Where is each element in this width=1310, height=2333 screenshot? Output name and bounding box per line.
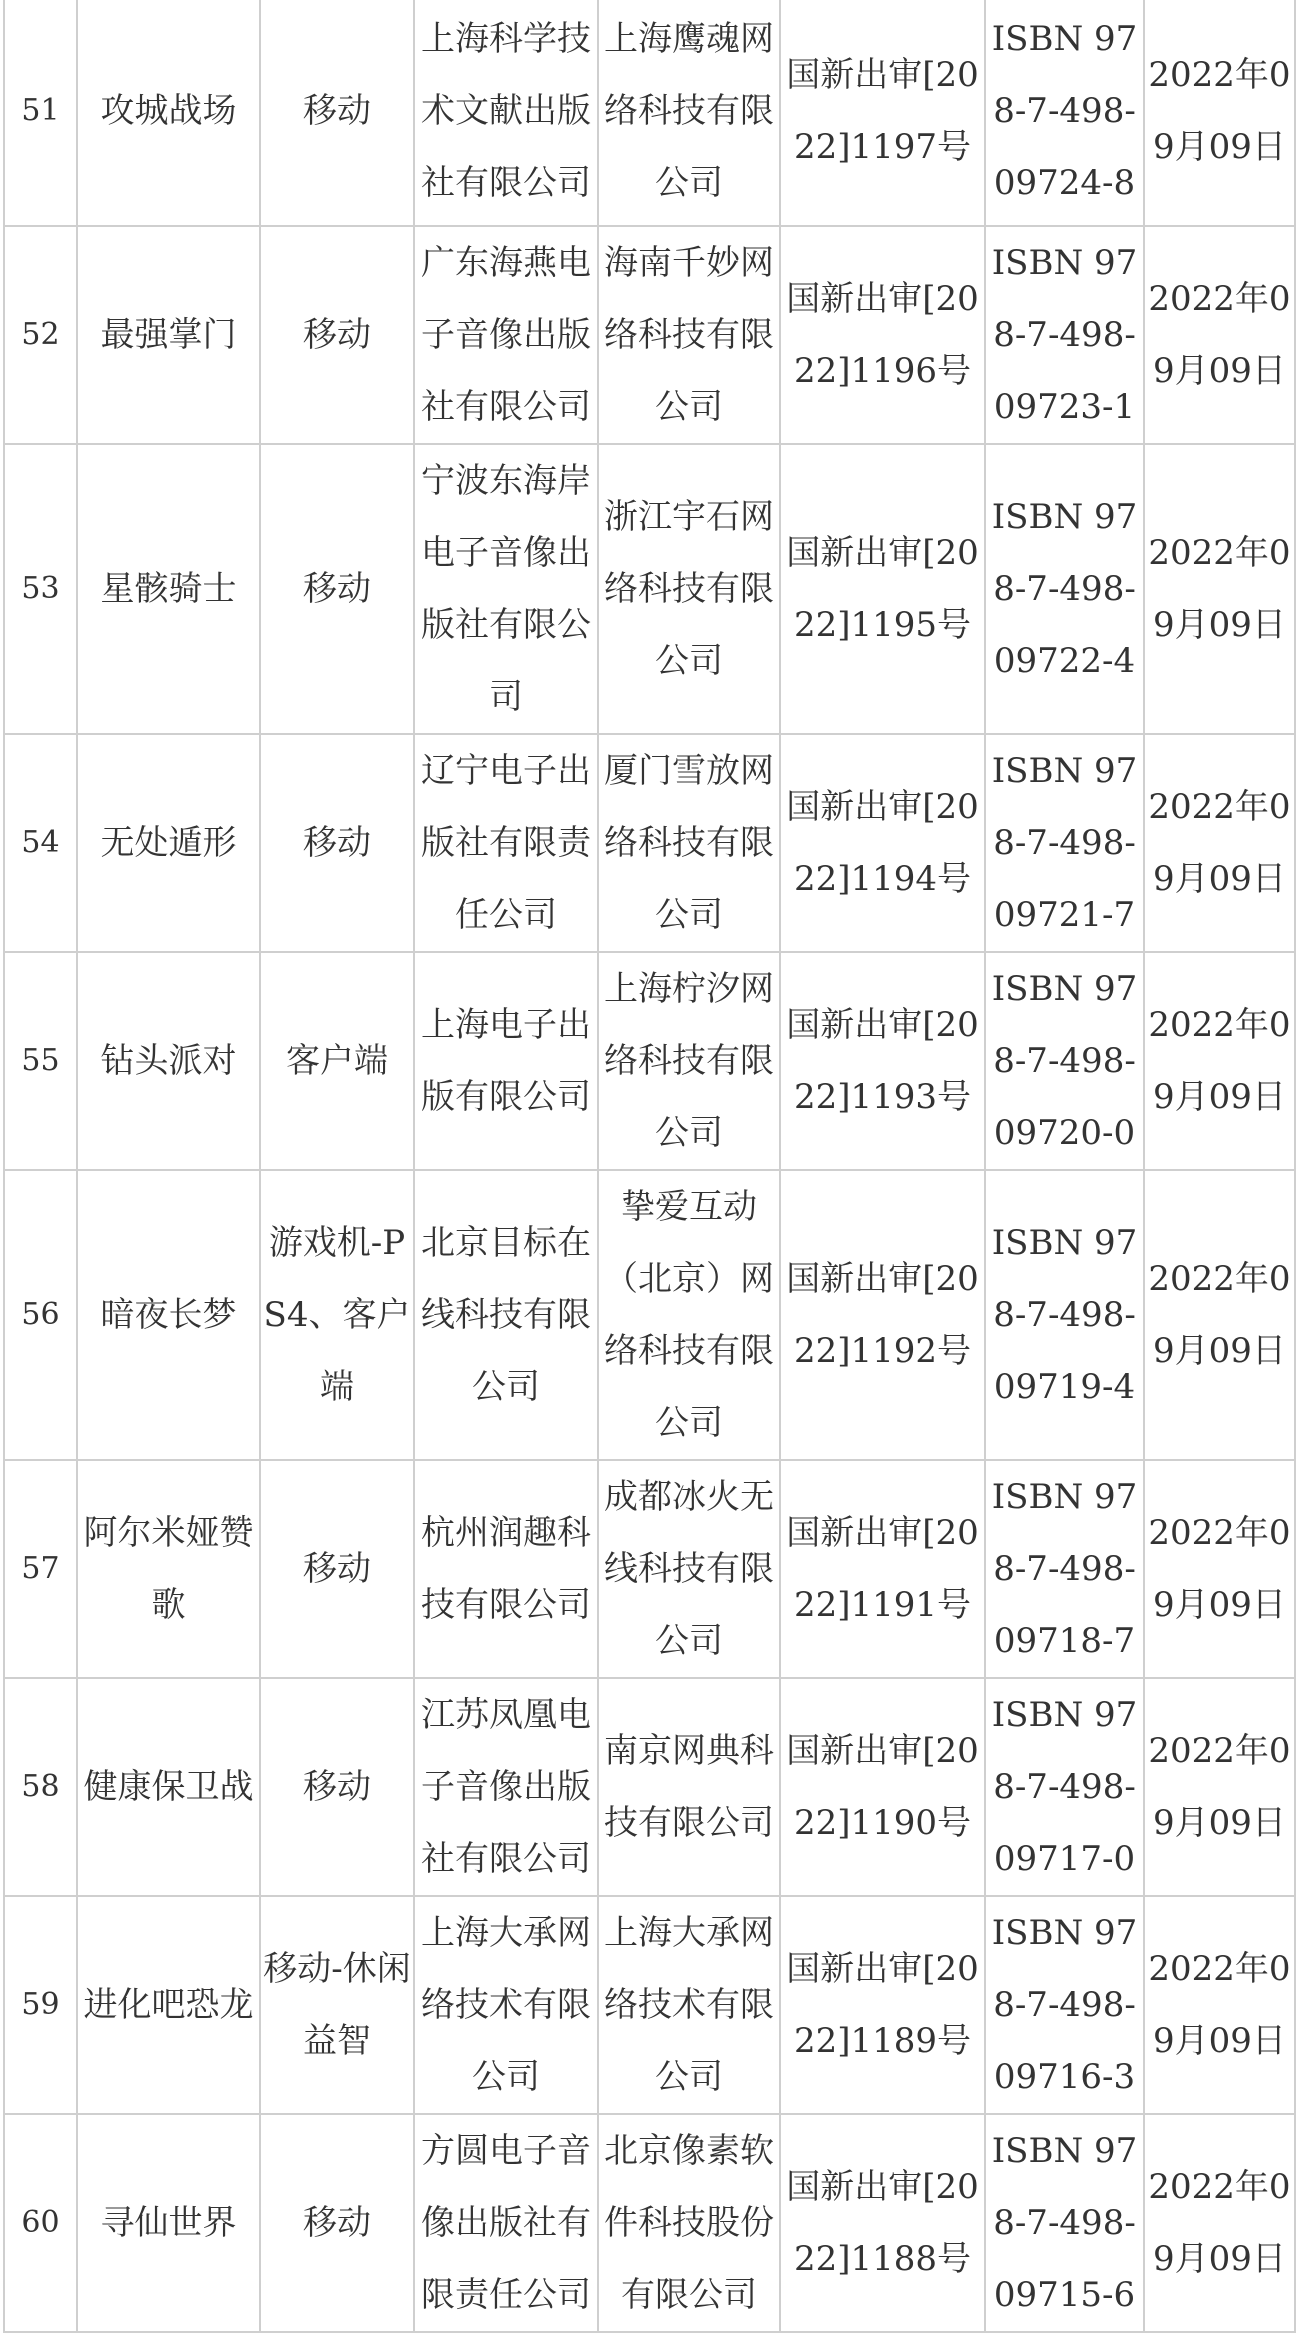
publisher: 上海电子出版有限公司 [414, 952, 598, 1170]
table-row [4, 226, 1295, 444]
isbn: ISBN 978-7-498-09717-0 [985, 1678, 1144, 1896]
game-type: 客户端 [260, 952, 414, 1170]
table-row [4, 1170, 1295, 1460]
table-row [4, 1678, 1295, 1896]
operator: 北京像素软件科技股份有限公司 [598, 2114, 780, 2332]
game-type: 移动 [260, 226, 414, 444]
row-number: 54 [4, 734, 77, 952]
approval-number: 国新出审[2022]1193号 [780, 952, 985, 1170]
approval-number: 国新出审[2022]1190号 [780, 1678, 985, 1896]
operator: 成都冰火无线科技有限公司 [598, 1460, 780, 1678]
approval-date: 2022年09月09日 [1144, 2114, 1295, 2332]
publisher: 江苏凤凰电子音像出版社有限公司 [414, 1678, 598, 1896]
game-approval-table [3, 0, 1296, 2333]
isbn: ISBN 978-7-498-09719-4 [985, 1170, 1144, 1460]
publisher: 上海大承网络技术有限公司 [414, 1896, 598, 2114]
approval-date: 2022年09月09日 [1144, 952, 1295, 1170]
game-name: 暗夜长梦 [77, 1170, 260, 1460]
table-row [4, 2114, 1295, 2332]
approval-number: 国新出审[2022]1188号 [780, 2114, 985, 2332]
approval-date: 2022年09月09日 [1144, 1460, 1295, 1678]
table-row [4, 952, 1295, 1170]
game-type: 移动 [260, 1678, 414, 1896]
approval-date: 2022年09月09日 [1144, 1896, 1295, 2114]
operator: 厦门雪放网络科技有限公司 [598, 734, 780, 952]
approval-date: 2022年09月09日 [1144, 444, 1295, 734]
game-type: 移动 [260, 734, 414, 952]
game-name: 钻头派对 [77, 952, 260, 1170]
publisher: 广东海燕电子音像出版社有限公司 [414, 226, 598, 444]
publisher: 杭州润趣科技有限公司 [414, 1460, 598, 1678]
publisher: 辽宁电子出版社有限责任公司 [414, 734, 598, 952]
game-name: 无处遁形 [77, 734, 260, 952]
publisher: 北京目标在线科技有限公司 [414, 1170, 598, 1460]
operator: 浙江宇石网络科技有限公司 [598, 444, 780, 734]
game-type: 移动 [260, 2114, 414, 2332]
operator: 上海柠汐网络科技有限公司 [598, 952, 780, 1170]
approval-number: 国新出审[2022]1197号 [780, 0, 985, 226]
isbn: ISBN 978-7-498-09715-6 [985, 2114, 1144, 2332]
operator: 上海大承网络技术有限公司 [598, 1896, 780, 2114]
operator: 海南千妙网络科技有限公司 [598, 226, 780, 444]
approval-date: 2022年09月09日 [1144, 226, 1295, 444]
isbn: ISBN 978-7-498-09723-1 [985, 226, 1144, 444]
row-number: 53 [4, 444, 77, 734]
game-name: 寻仙世界 [77, 2114, 260, 2332]
row-number: 58 [4, 1678, 77, 1896]
publisher: 宁波东海岸电子音像出版社有限公司 [414, 444, 598, 734]
operator: 南京网典科技有限公司 [598, 1678, 780, 1896]
table-row [4, 1896, 1295, 2114]
isbn: ISBN 978-7-498-09718-7 [985, 1460, 1144, 1678]
row-number: 60 [4, 2114, 77, 2332]
approval-number: 国新出审[2022]1191号 [780, 1460, 985, 1678]
row-number: 56 [4, 1170, 77, 1460]
isbn: ISBN 978-7-498-09720-0 [985, 952, 1144, 1170]
row-number: 57 [4, 1460, 77, 1678]
row-number: 55 [4, 952, 77, 1170]
isbn: ISBN 978-7-498-09722-4 [985, 444, 1144, 734]
isbn: ISBN 978-7-498-09721-7 [985, 734, 1144, 952]
approval-number: 国新出审[2022]1189号 [780, 1896, 985, 2114]
table-row [4, 444, 1295, 734]
approval-number: 国新出审[2022]1195号 [780, 444, 985, 734]
game-name: 阿尔米娅赞歌 [77, 1460, 260, 1678]
approval-number: 国新出审[2022]1194号 [780, 734, 985, 952]
table-body [4, 0, 1295, 2332]
approval-date: 2022年09月09日 [1144, 1170, 1295, 1460]
game-type: 移动-休闲益智 [260, 1896, 414, 2114]
table-row [4, 0, 1295, 226]
game-name: 星骸骑士 [77, 444, 260, 734]
approval-number: 国新出审[2022]1196号 [780, 226, 985, 444]
operator: 挚爱互动（北京）网络科技有限公司 [598, 1170, 780, 1460]
approval-date: 2022年09月09日 [1144, 1678, 1295, 1896]
game-type: 移动 [260, 0, 414, 226]
game-name: 最强掌门 [77, 226, 260, 444]
row-number: 52 [4, 226, 77, 444]
game-name: 进化吧恐龙 [77, 1896, 260, 2114]
approval-date: 2022年09月09日 [1144, 734, 1295, 952]
game-type: 移动 [260, 444, 414, 734]
operator: 上海鹰魂网络科技有限公司 [598, 0, 780, 226]
game-name: 健康保卫战 [77, 1678, 260, 1896]
approval-number: 国新出审[2022]1192号 [780, 1170, 985, 1460]
row-number: 51 [4, 0, 77, 226]
isbn: ISBN 978-7-498-09724-8 [985, 0, 1144, 226]
table-row [4, 1460, 1295, 1678]
approval-date: 2022年09月09日 [1144, 0, 1295, 226]
game-name: 攻城战场 [77, 0, 260, 226]
publisher: 方圆电子音像出版社有限责任公司 [414, 2114, 598, 2332]
game-type: 游戏机-PS4、客户端 [260, 1170, 414, 1460]
game-type: 移动 [260, 1460, 414, 1678]
publisher: 上海科学技术文献出版社有限公司 [414, 0, 598, 226]
row-number: 59 [4, 1896, 77, 2114]
isbn: ISBN 978-7-498-09716-3 [985, 1896, 1144, 2114]
table-row [4, 734, 1295, 952]
